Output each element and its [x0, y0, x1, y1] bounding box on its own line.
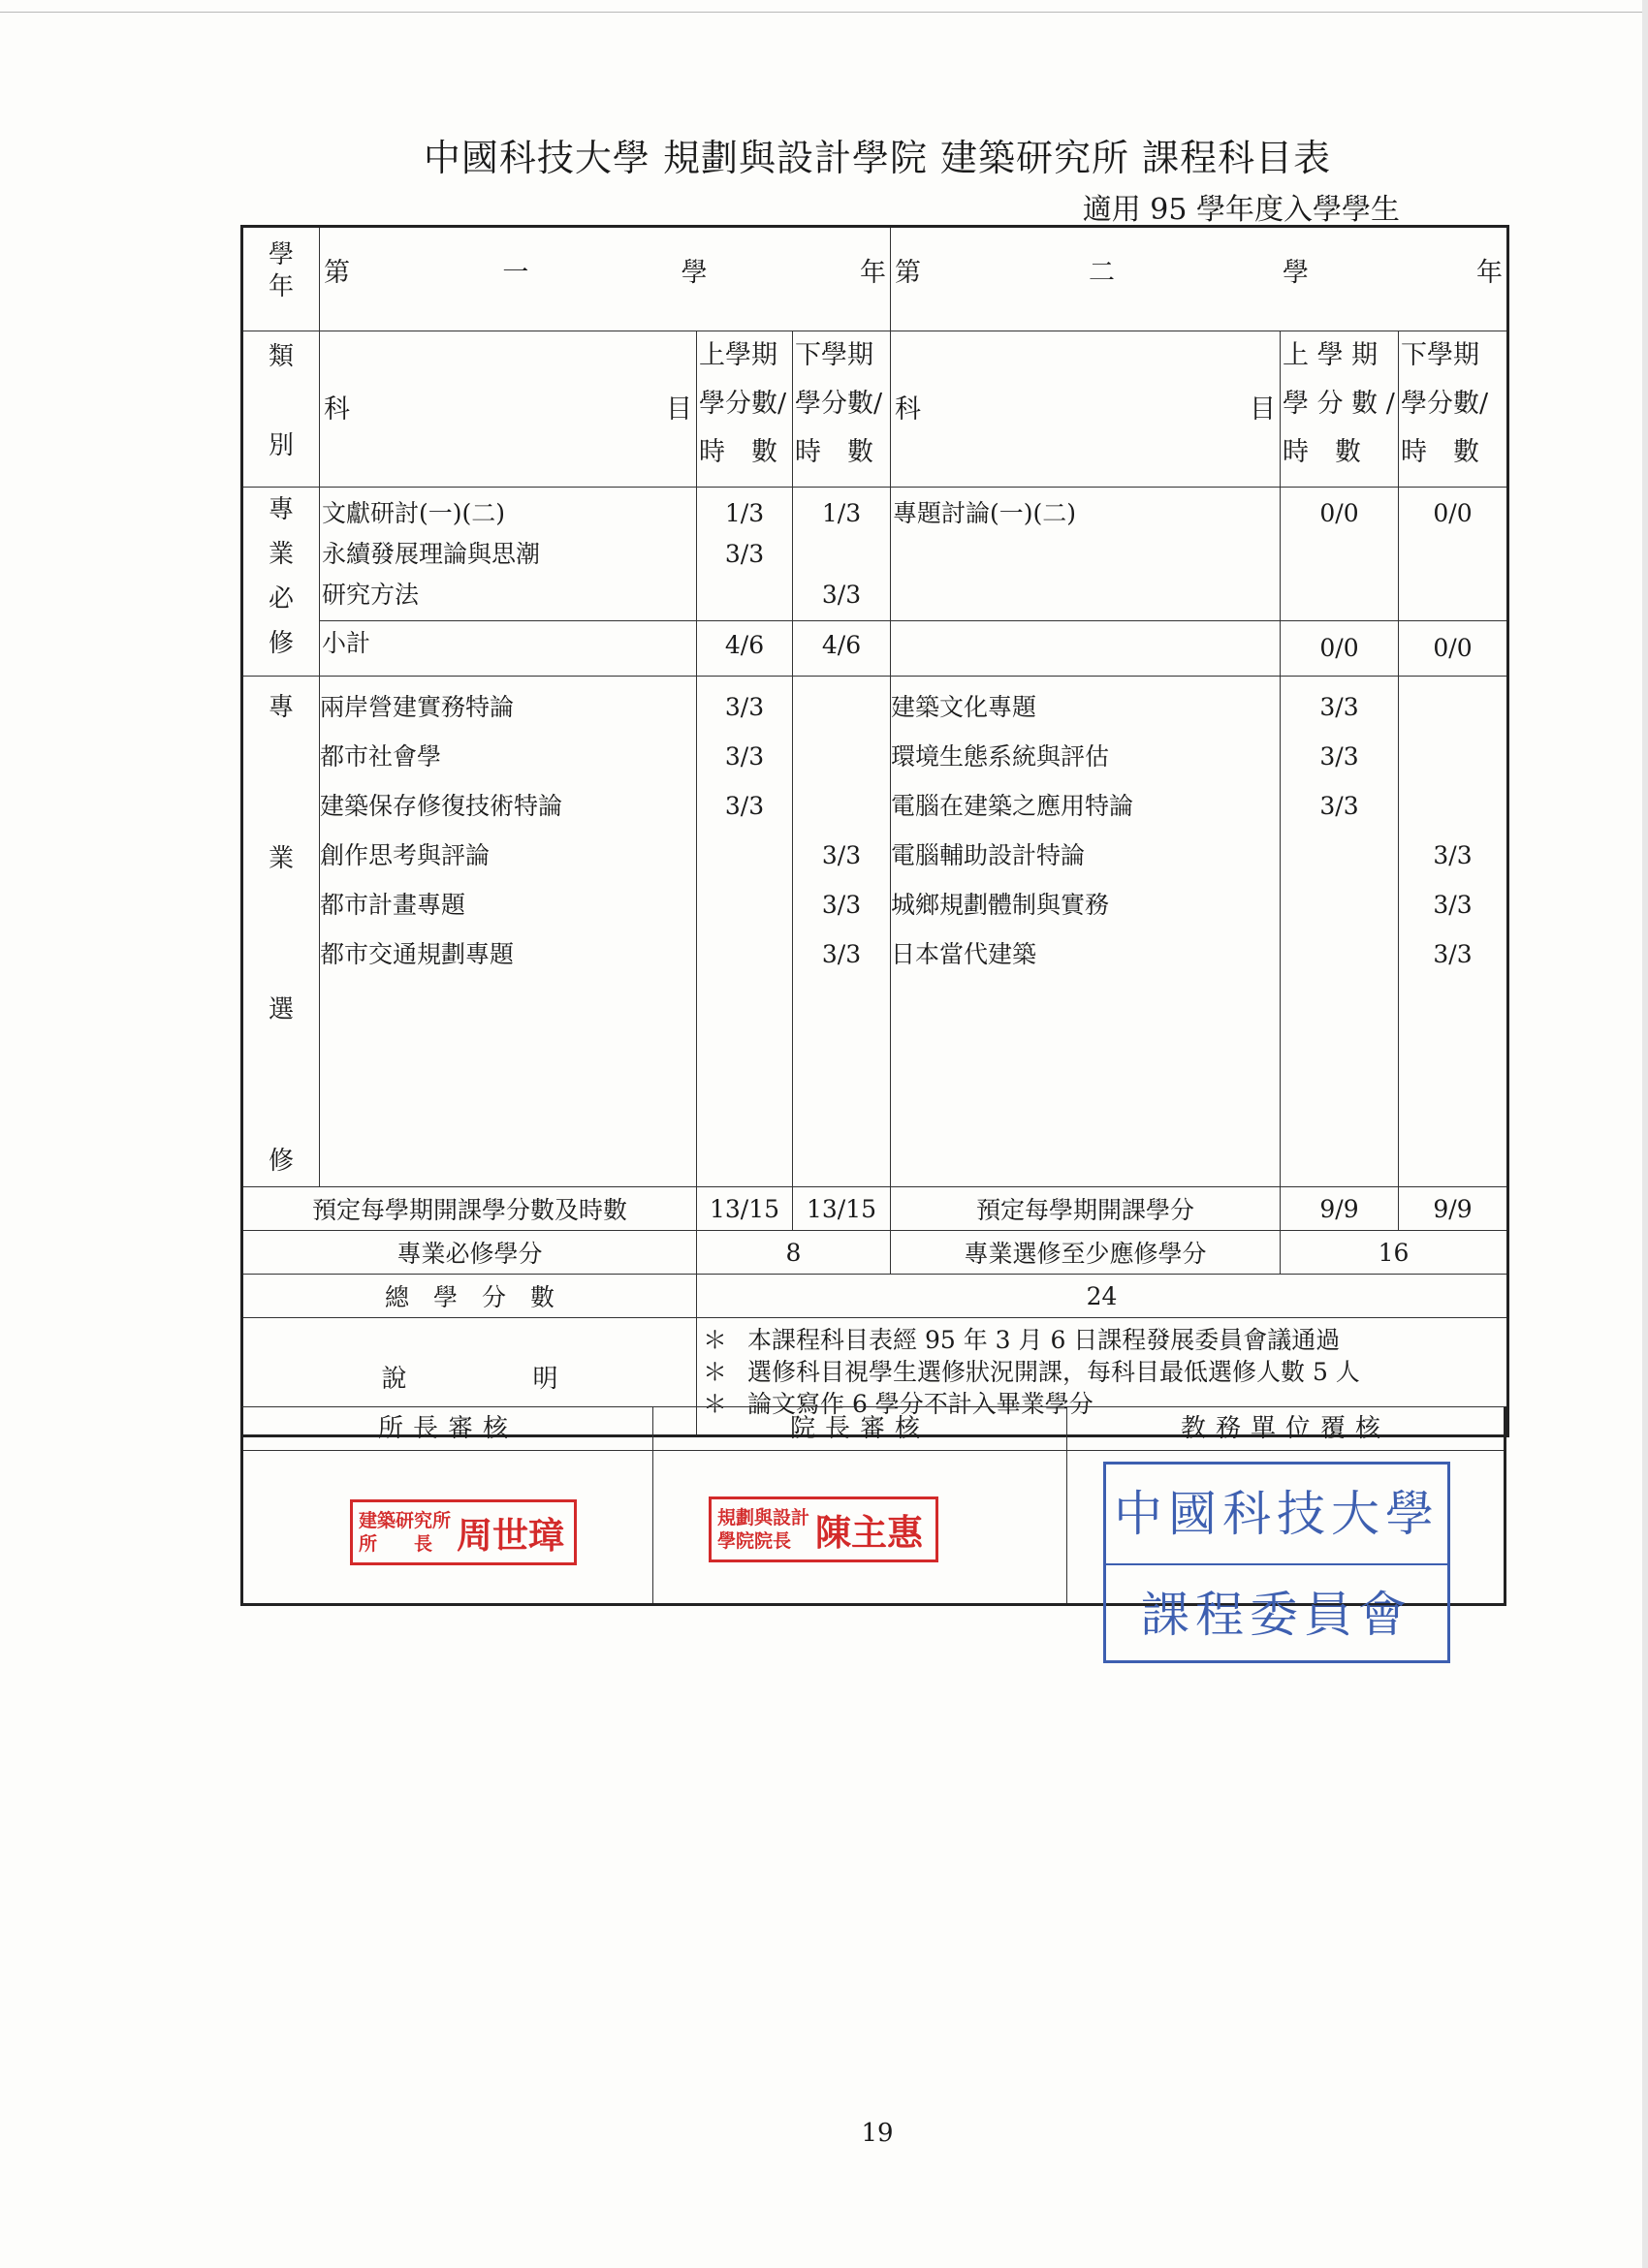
required-credits-label: 專業必修學分 [242, 1231, 697, 1275]
required-y1-sem1: 1/3 3/3 [697, 488, 793, 621]
curriculum-committee-seal: 中國科技大學 課程委員會 [1103, 1462, 1450, 1663]
year2-header: 第 二 學 年 [891, 227, 1508, 331]
elective-y1-sem1: 3/3 3/3 3/3 [697, 677, 793, 1187]
subtotal-y1s2: 4/6 [793, 621, 891, 677]
subject-header-y1: 科 目 [320, 331, 697, 488]
list-item: 環境生態系統與評估 [891, 742, 1110, 771]
planned-label-y2: 預定每學期開課學分 [891, 1187, 1281, 1231]
total-credits-row [242, 1275, 1508, 1318]
page-subtitle: 適用 95 學年度入學學生 [1082, 193, 1400, 227]
required-subjects-y1 [320, 488, 697, 621]
list-item: 建築文化專題 [891, 693, 1037, 721]
planned-credits-row [242, 1187, 1508, 1231]
sem1-header-y2: 上 學 期 學 分 數 / 時 數 [1281, 331, 1399, 488]
elective-credits-label: 專業選修至少應修學分 [891, 1231, 1281, 1275]
note-item: ＊ 論文寫作 6 學分不計入畢業學分 [703, 1390, 1093, 1418]
subject-header-y2: 科 目 [891, 331, 1281, 488]
elective-y2-sem1: 3/3 3/3 3/3 [1281, 677, 1399, 1187]
sem2-header-y1: 下學期 學分數/ 時 數 [793, 331, 891, 488]
required-y2-sem2: 0/0 [1399, 488, 1508, 621]
elective-credits-value: 16 [1281, 1231, 1508, 1275]
subtotal-label: 小計 [320, 621, 697, 677]
list-item: 永續發展理論與思潮 [322, 540, 541, 568]
planned-y2s2: 9/9 [1399, 1187, 1508, 1231]
list-item: 兩岸營建實務特論 [320, 693, 515, 721]
list-item: 日本當代建築 [891, 940, 1037, 968]
planned-y1s1: 13/15 [697, 1187, 793, 1231]
required-y2-sem1: 0/0 [1281, 488, 1399, 621]
dean-seal: 規劃與設計 學院院長 陳主惠 [709, 1496, 938, 1562]
planned-y1s2: 13/15 [793, 1187, 891, 1231]
elective-category: 專 業 選 修 [242, 677, 320, 1187]
subtotal-y2-blank [891, 621, 1281, 677]
list-item: 城鄉規劃體制與實務 [891, 891, 1110, 919]
subtotal-y2s1: 0/0 [1281, 621, 1399, 677]
year-header-row [242, 227, 1508, 331]
required-credits-value: 8 [697, 1231, 891, 1275]
list-item: 文獻研討(一)(二) [322, 499, 506, 527]
notes-label: 說 明 [242, 1318, 697, 1436]
list-item: 電腦輔助設計特論 [891, 841, 1086, 869]
elective-subjects-y1 [320, 677, 697, 1187]
list-item: 建築保存修復技術特論 [320, 792, 563, 820]
list-item: 都市交通規劃專題 [320, 940, 515, 968]
total-credits-label: 總 學 分 數 [242, 1275, 697, 1318]
director-approval-label: 所長審核 [243, 1407, 652, 1451]
list-item: 專題討論(一)(二) [893, 499, 1077, 527]
required-subjects-y2 [891, 488, 1281, 621]
elective-y2-sem2: 3/3 3/3 3/3 [1399, 677, 1508, 1187]
elective-subjects-y2 [891, 677, 1281, 1187]
dean-approval [653, 1407, 1067, 1603]
sem2-header-y2: 下學期 學分數/ 時 數 [1399, 331, 1508, 488]
column-header-row [242, 331, 1508, 488]
elective-y1-sem2: 3/3 3/3 3/3 [793, 677, 891, 1187]
director-approval [243, 1407, 653, 1603]
list-item: 電腦在建築之應用特論 [891, 792, 1134, 820]
required-subtotal-row [242, 621, 1508, 677]
credit-requirement-row [242, 1231, 1508, 1275]
note-item: ＊ 本課程科目表經 95 年 3 月 6 日課程發展委員會議通過 [703, 1326, 1341, 1354]
sem1-header-y1: 上學期 學分數/ 時 數 [697, 331, 793, 488]
note-item: ＊ 選修科目視學生選修狀況開課，每科目最低選修人數 5 人 [703, 1358, 1360, 1386]
registrar-approval-label: 教務單位覆核 [1067, 1407, 1504, 1451]
list-item: 都市社會學 [320, 742, 442, 771]
list-item: 創作思考與評論 [320, 841, 491, 869]
course-table [240, 225, 1509, 1437]
required-y1-sem2: 1/3 3/3 [793, 488, 891, 621]
subtotal-y1s1: 4/6 [697, 621, 793, 677]
category-label: 類 別 [242, 331, 320, 488]
director-seal: 建築研究所 所 長 周世璋 [350, 1499, 577, 1565]
list-item: 都市計畫專題 [320, 891, 466, 919]
planned-y2s1: 9/9 [1281, 1187, 1399, 1231]
required-category: 專 業 必 修 [242, 488, 320, 677]
planned-label-y1: 預定每學期開課學分數及時數 [242, 1187, 697, 1231]
year-label: 學 年 [242, 227, 320, 331]
page-number: 19 [861, 2119, 894, 2148]
page-title: 中國科技大學 規劃與設計學院 建築研究所 課程科目表 [423, 137, 1332, 179]
list-item: 研究方法 [322, 581, 420, 609]
required-row [242, 488, 1508, 621]
total-credits-value: 24 [697, 1275, 1508, 1318]
elective-row [242, 677, 1508, 1187]
top-rule [0, 12, 1648, 13]
subtotal-y2s2: 0/0 [1399, 621, 1508, 677]
scan-edge [1642, 0, 1648, 2268]
dean-approval-label: 院長審核 [653, 1407, 1066, 1451]
year1-header: 第 一 學 年 [320, 227, 891, 331]
